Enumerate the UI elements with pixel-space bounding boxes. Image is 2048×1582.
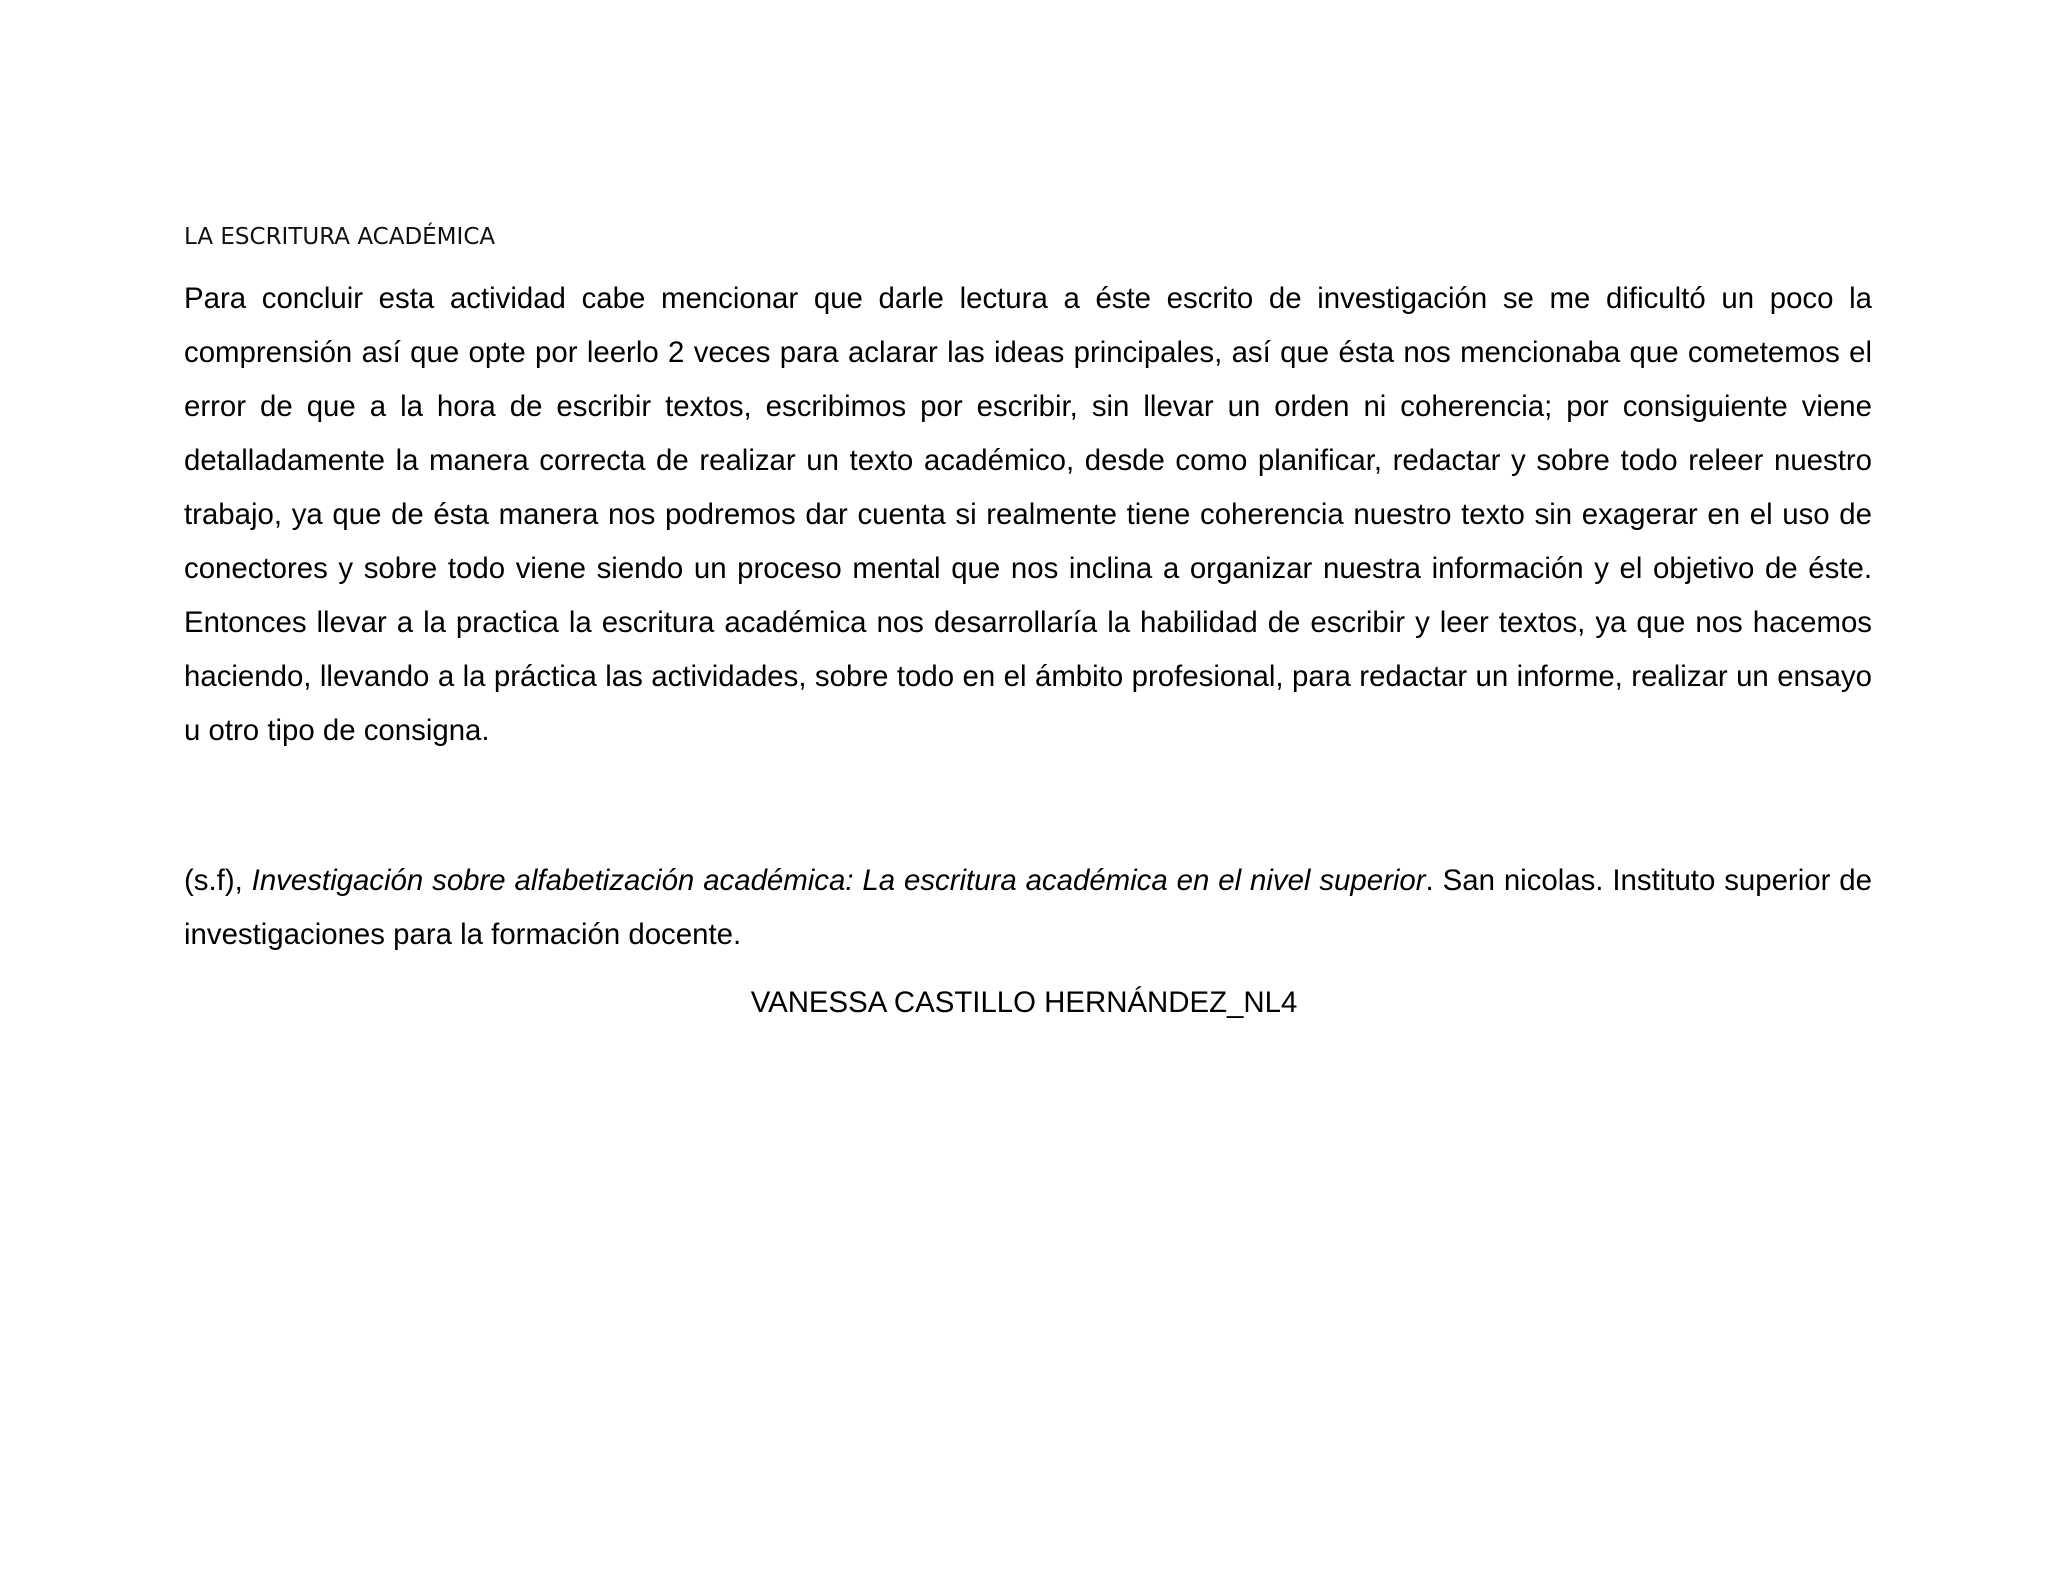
citation-prefix: (s.f), <box>184 864 252 897</box>
bibliographic-citation <box>184 854 1872 962</box>
document-title: LA ESCRITURA ACADÉMICA <box>184 224 496 250</box>
citation-work-title: Investigación sobre alfabetización académica: La escritura académica en el nivel superior <box>251 864 1426 897</box>
citation-suffix: . San nicolas. Instituto superior de investigaciones para la formación docente. <box>184 864 1872 951</box>
body-paragraph: Para concluir esta actividad cabe mencionar que darle lectura a éste escrito de investigación se me dificultó un poco la comprensión así que opte por leerlo 2 veces para aclarar las ideas principales, así que ésta nos mencionaba que cometemos el error de que a la hora de escribir textos, escribimos por escribir, sin llevar un orden ni coherencia; por consiguiente viene detalladamente la manera correcta de realizar un texto académico, desde como planificar, redactar y sobre todo releer nuestro trabajo, ya que de ésta manera nos podremos dar cuenta si realmente tiene coherencia nuestro texto sin exagerar en el uso de conectores y sobre todo viene siendo un proceso mental que nos inclina a organizar nuestra información y el objetivo de éste. Entonces llevar a la practica la escritura académica nos desarrollaría la habilidad de escribir y leer textos, ya que nos hacemos haciendo, llevando a la práctica las actividades, sobre todo en el ámbito profesional, para redactar un informe, realizar un ensayo u otro tipo de consigna. <box>184 282 1872 747</box>
author-name: VANESSA CASTILLO HERNÁNDEZ_NL4 <box>750 986 1298 1019</box>
